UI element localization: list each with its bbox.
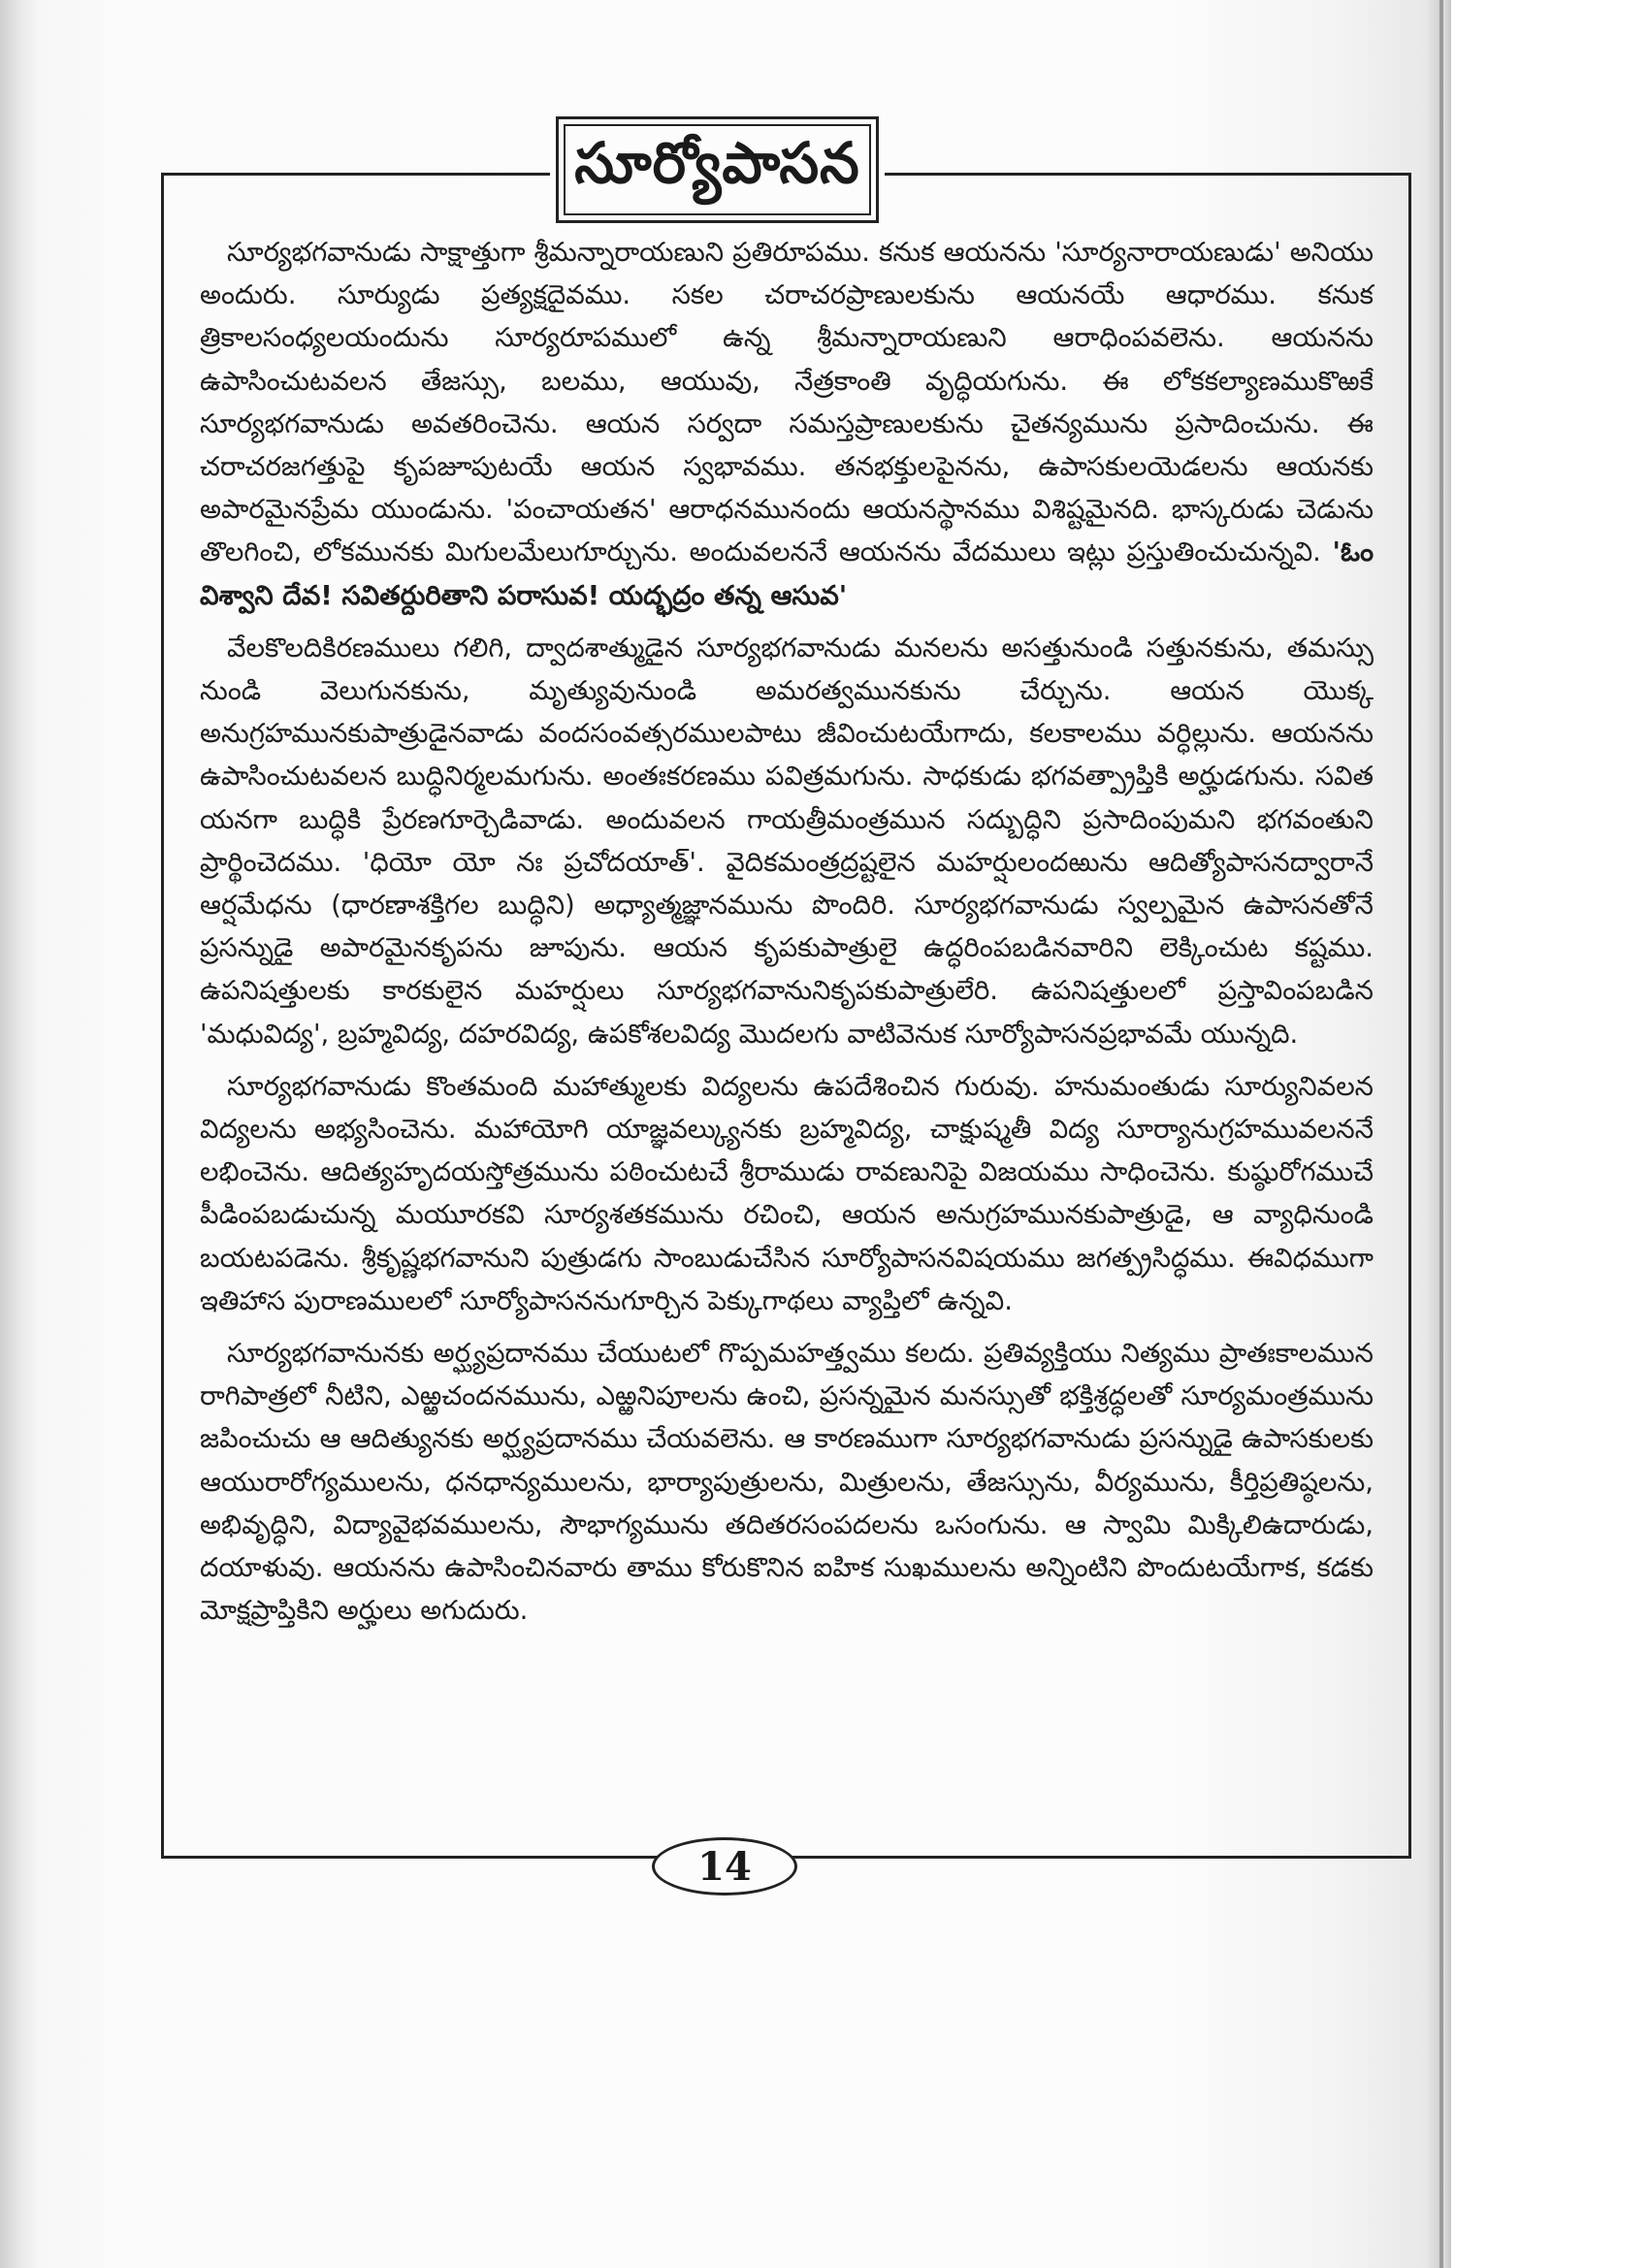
- paragraph-2: వేలకొలదికిరణములు గలిగి, ద్వాదశాత్ముడైన సూర్యభగవానుడు మనలను అసత్తునుండి సత్తునకును, తమస్సు నుండి వెలుగునకును, మృత్యువునుండి అమరత్వమునకును చేర్చును. ఆయన యొక్క అనుగ్రహమునకుపాత్రుడైనవాడు వందసంవత్సరములపాటు జీవించుటయేగాదు, కలకాలము వర్ధిల్లును. ఆయనను ఉపాసించుటవలన బుద్ధినిర్మలమగును. అంతఃకరణము పవిత్రమగును. సాధకుడు భగవత్ప్రాప్తికి అర్హుడగును. సవిత యనగా బుద్ధికి ప్రేరణగూర్చెడివాడు. అందువలన గాయత్రీమంత్రమున సద్బుద్ధిని ప్రసాదింపుమని భగవంతుని ప్రార్థించెదము. 'ధియో యో నః ప్రచోదయాత్'. వైదికమంత్రద్రష్టలైన మహర్షులందఱును ఆదిత్యోపాసనద్వారానే ఆర్షమేధను (ధారణాశక్తిగల బుద్ధిని) అధ్యాత్మజ్ఞానమును పొందిరి. సూర్యభగవానుడు స్వల్పమైన ఉపాసనతోనే ప్రసన్నుడై అపారమైనకృపను జూపును. ఆయన కృపకుపాత్రులై ఉద్ధరింపబడినవారిని లెక్కించుట కష్టము. ఉపనిషత్తులకు కారకులైన మహర్షులు సూర్యభగవానునికృపకుపాత్రులేరి. ఉపనిషత్తులలో ప్రస్తావింపబడిన 'మధువిద్య', బ్రహ్మవిద్య, దహరవిద్య, ఉపకోశలవిద్య మొదలగు వాటివెనుక సూర్యోపాసనప్రభావమే యున్నది.: [200, 632, 1374, 1050]
- page-number: 14: [697, 1843, 752, 1890]
- paragraph-4: సూర్యభగవానునకు అర్ఘ్యప్రదానము చేయుటలో గొప్పమహత్త్వము కలదు. ప్రతివ్యక్తియు నిత్యము ప్రాతఃకాలమున రాగిపాత్రలో నీటిని, ఎఱ్ఱచందనమును, ఎఱ్ఱనిపూలను ఉంచి, ప్రసన్నమైన మనస్సుతో భక్తిశ్రద్ధలతో సూర్యమంత్రమును జపించుచు ఆ ఆదిత్యునకు అర్ఘ్యప్రదానము చేయవలెను. ఆ కారణముగా సూర్యభగవానుడు ప్రసన్నుడై ఉపాసకులకు ఆయురారోగ్యములను, ధనధాన్యములను, భార్యాపుత్రులను, మిత్రులను, తేజస్సును, వీర్యమును, కీర్తిప్రతిష్ఠలను, అభివృద్ధిని, విద్యావైభవములను, సౌభాగ్యమును తదితరసంపదలను ఒసంగును. ఆ స్వామి మిక్కిలిఉదారుడు, దయాళువు. ఆయనను ఉపాసించినవారు తాము కోరుకొనిన ఐహిక సుఖములను అన్నింటిని పొందుటయేగాక, కడకు మోక్షప్రాప్తికిని అర్హులు అగుదురు.: [200, 1338, 1374, 1627]
- paragraph-3: సూర్యభగవానుడు కొంతమంది మహాత్ములకు విద్యలను ఉపదేశించిన గురువు. హనుమంతుడు సూర్యునివలన విద్యలను అభ్యసించెను. మహాయోగి యాజ్ఞవల్క్యునకు బ్రహ్మవిద్య, చాక్షుష్మతీ విద్య సూర్యానుగ్రహమువలననే లభించెను. ఆదిత్యహృదయస్తోత్రమును పఠించుటచే శ్రీరాముడు రావణునిపై విజయము సాధించెను. కుష్ఠురోగముచే పీడింపబడుచున్న మయూరకవి సూర్యశతకమును రచించి, ఆయన అనుగ్రహమునకుపాత్రుడై, ఆ వ్యాధినుండి బయటపడెను. శ్రీకృష్ణభగవానుని పుత్రుడగు సాంబుడుచేసిన సూర్యోపాసనవిషయము జగత్ప్రసిద్ధము. ఈవిధముగా ఇతిహాస పురాణములలో సూర్యోపాసననుగూర్చిన పెక్కుగాథలు వ్యాప్తిలో ఉన్నవి.: [200, 1070, 1374, 1316]
- page-title: సూర్యోపాసన: [574, 129, 860, 196]
- paragraph-1-text: సూర్యభగవానుడు సాక్షాత్తుగా శ్రీమన్నారాయణుని ప్రతిరూపము. కనుక ఆయనను 'సూర్యనారాయణుడు' అనియు అందురు. సూర్యుడు ప్రత్యక్షదైవము. సకల చరాచరప్రాణులకును ఆయనయే ఆధారము. కనుక త్రికాలసంధ్యలయందును సూర్యరూపములో ఉన్న శ్రీమన్నారాయణుని ఆరాధింపవలెను. ఆయనను ఉపాసించుటవలన తేజస్సు, బలము, ఆయువు, నేత్రకాంతి వృద్ధియగును. ఈ లోకకల్యాణముకొఱకే సూర్యభగవానుడు అవతరించెను. ఆయన సర్వదా సమస్తప్రాణులకును చైతన్యమును ప్రసాదించును. ఈ చరాచరజగత్తుపై కృపజూపుటయే ఆయన స్వభావము. తనభక్తులపైనను, ఉపాసకులయెడలను ఆయనకు అపారమైనప్రేమ యుండును. 'పంచాయతన' ఆరాధనమునందు ఆయనస్థానము విశిష్టమైనది. భాస్కరుడు చెడును తొలగించి, లోకమునకు మిగులమేలుగూర్చును. అందువలననే ఆయనను వేదములు ఇట్లు ప్రస్తుతించుచున్నవి.: [200, 237, 1374, 568]
- page-number-oval: [652, 1837, 797, 1895]
- page-spine: [0, 0, 37, 2268]
- vedic-quote: 'ఓం విశ్వాని దేవ! సవితర్దురితాని పరాసువ! యద్భద్రం తన్న ఆసువ': [200, 536, 1374, 611]
- page-edge: [1439, 0, 1443, 2268]
- title-box: [556, 116, 879, 223]
- page-edge-shadow: [1426, 0, 1451, 2268]
- body-text: [200, 231, 1374, 1642]
- paragraph-1: [200, 231, 1374, 617]
